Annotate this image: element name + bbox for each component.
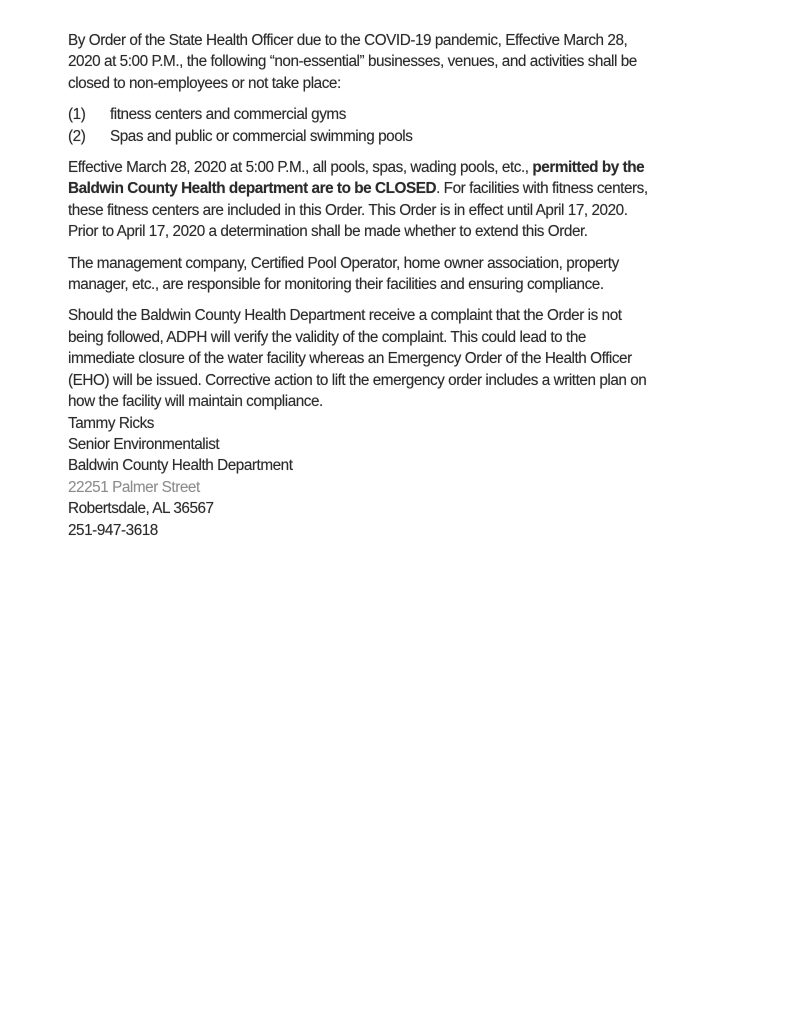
effective-line-2-bold: Baldwin County Health department are to be CLOSED: [68, 180, 437, 198]
effective-line-4: Prior to April 17, 2020 a determination shall be made whether to extend this Order.: [68, 223, 588, 241]
intro-line-2: 2020 at 5:00 P.M., the following “non-essential” businesses, venues, and activities shall be: [68, 53, 637, 71]
signature-department: Baldwin County Health Department: [68, 457, 293, 475]
management-line-2: manager, etc., are responsible for monitoring their facilities and ensuring compliance.: [68, 276, 604, 294]
intro-line-1: By Order of the State Health Officer due to the COVID-19 pandemic, Effective March 28,: [68, 32, 628, 49]
effective-line-1-bold: permitted by the: [532, 159, 645, 177]
complaint-paragraph: [68, 305, 768, 412]
list-item-1-text: fitness centers and commercial gyms: [110, 106, 346, 124]
management-paragraph: [68, 253, 768, 296]
effective-line-1: [68, 157, 768, 178]
complaint-line-4: (EHO) will be issued. Corrective action to lift the emergency order includes a written plan on: [68, 371, 647, 389]
effective-line-2-normal: . For facilities with fitness centers,: [436, 180, 648, 198]
management-line-1: The management company, Certified Pool Operator, home owner association, property: [68, 254, 619, 272]
signature-phone: 251-947-3618: [68, 521, 158, 539]
signature-name: Tammy Ricks: [68, 414, 154, 432]
numbered-list: [68, 104, 768, 147]
complaint-line-3: immediate closure of the water facility whereas an Emergency Order of the Health Officer: [68, 350, 632, 368]
effective-line-1-normal: Effective March 28, 2020 at 5:00 P.M., all pools, spas, wading pools, etc.,: [68, 159, 533, 177]
letter-content: [68, 30, 768, 541]
complaint-line-1: Should the Baldwin County Health Department receive a complaint that the Order is not: [68, 307, 622, 325]
list-item-1-number: (1): [68, 106, 86, 124]
list-item-1: [68, 104, 768, 125]
effective-paragraph: [68, 157, 768, 243]
list-item-2-number: (2): [68, 127, 86, 145]
complaint-line-2: being followed, ADPH will verify the validity of the complaint. This could lead to the: [68, 328, 586, 346]
effective-line-3: these fitness centers are included in this Order. This Order is in effect until April 17, 2020.: [68, 201, 628, 219]
signature-city-state-zip: Robertsdale, AL 36567: [68, 500, 214, 518]
signature-street: 22251 Palmer Street: [68, 478, 200, 496]
signature-title: Senior Environmentalist: [68, 435, 220, 453]
complaint-line-5: how the facility will maintain compliance.: [68, 393, 323, 411]
intro-paragraph: [68, 30, 768, 94]
effective-line-2: [68, 178, 768, 199]
intro-line-3: closed to non-employees or not take place:: [68, 74, 341, 92]
signature-block: [68, 413, 768, 541]
list-item-2-text: Spas and public or commercial swimming pools: [110, 127, 413, 145]
list-item-2: [68, 126, 768, 147]
